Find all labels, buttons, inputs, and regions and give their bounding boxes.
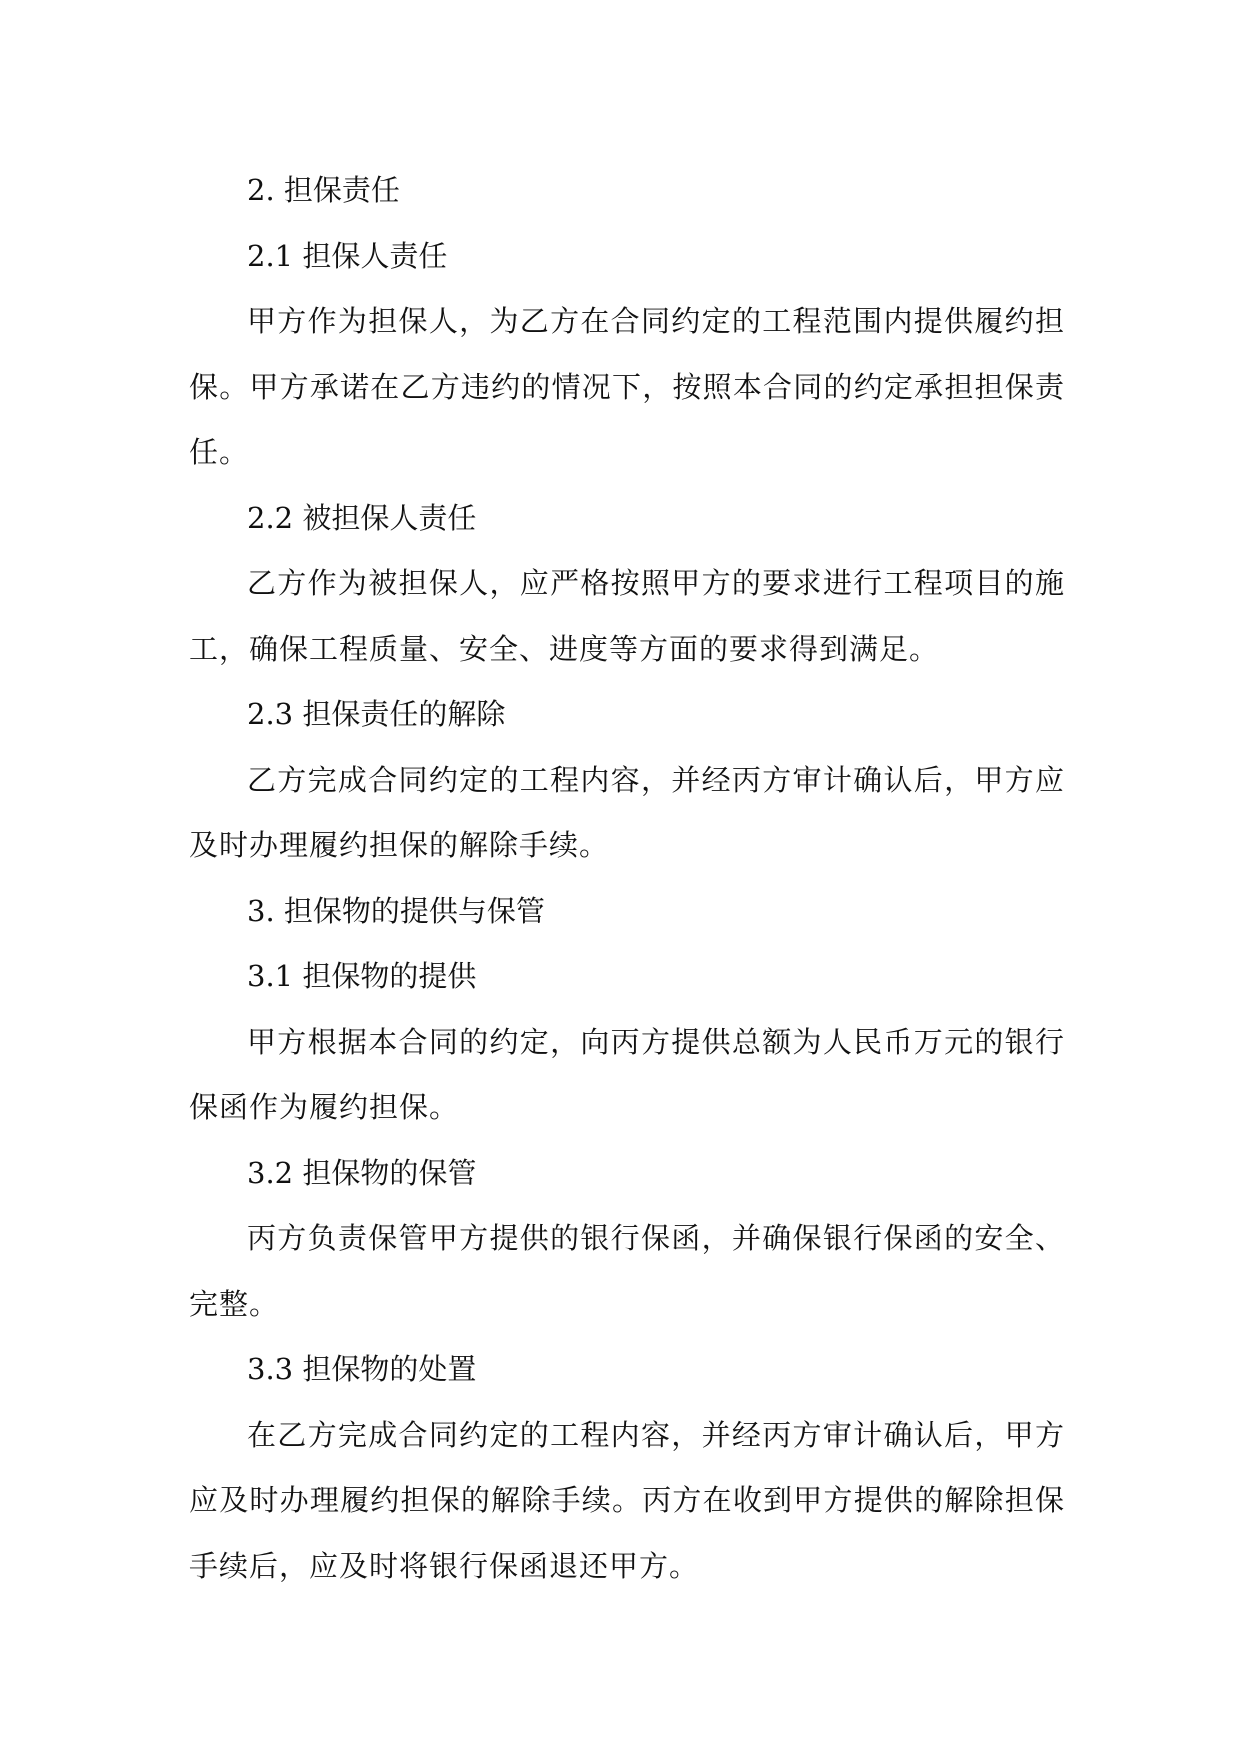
paragraph-2-1: 甲方作为担保人，为乙方在合同约定的工程范围内提供履约担保。甲方承诺在乙方违约的情况下，按照本合同的约定承担担保责任。 [189,304,1065,469]
paragraph-2-3: 乙方完成合同约定的工程内容，并经丙方审计确认后，甲方应及时办理履约担保的解除手续。 [189,762,1065,862]
subsection-heading-2-2: 2.2 被担保人责任 [247,500,477,535]
paragraph-3-1: 甲方根据本合同的约定，向丙方提供总额为人民币万元的银行保函作为履约担保。 [189,1024,1065,1124]
subsection-heading-2-3: 2.3 担保责任的解除 [247,697,506,731]
subsection-heading-2-1: 2.1 担保人责任 [247,238,448,273]
paragraph-3-3: 在乙方完成合同约定的工程内容，并经丙方审计确认后，甲方应及时办理履约担保的解除手续。丙方在收到甲方提供的解除担保手续后，应及时将银行保函退还甲方。 [189,1417,1065,1583]
subsection-heading-3-3: 3.3 担保物的处置 [247,1352,477,1386]
paragraph-2-2: 乙方作为被担保人，应严格按照甲方的要求进行工程项目的施工，确保工程质量、安全、进度等方面的要求得到满足。 [189,566,1065,666]
subsection-heading-3-2: 3.2 担保物的保管 [247,1155,477,1190]
paragraph-3-2: 丙方负责保管甲方提供的银行保函，并确保银行保函的安全、完整。 [189,1221,1065,1321]
section-heading-2: 2. 担保责任 [247,173,400,207]
subsection-heading-3-1: 3.1 担保物的提供 [247,959,477,993]
section-heading-3: 3. 担保物的提供与保管 [247,893,545,928]
document-page [189,158,1065,1599]
